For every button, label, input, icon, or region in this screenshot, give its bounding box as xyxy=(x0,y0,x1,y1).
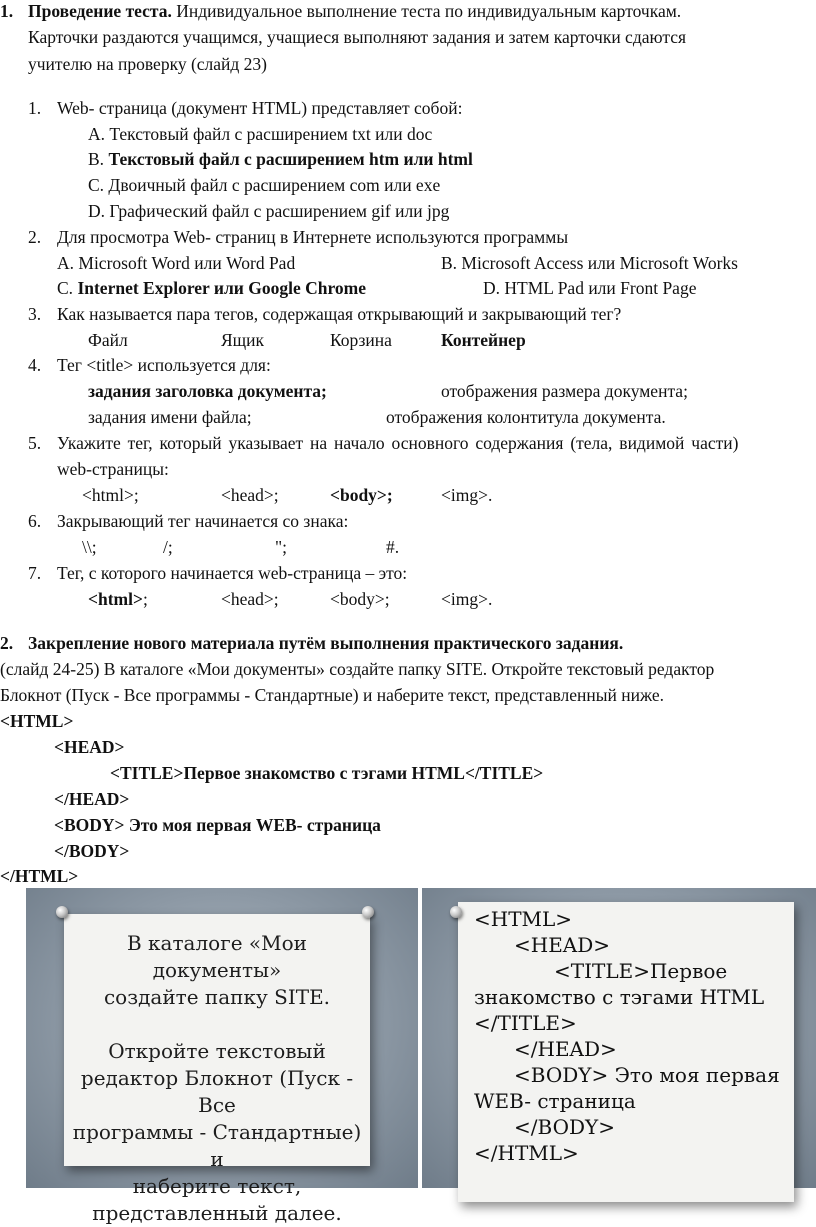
slide-24-note xyxy=(64,914,370,1225)
q2-text: Для просмотра Web- страниц в Интернете используются программы xyxy=(57,227,569,247)
slide-24-line4: редактор Блокнот (Пуск - Все xyxy=(80,1066,354,1117)
q2-option-b: B. Microsoft Access или Microsoft Works xyxy=(441,253,738,273)
q5-option-4: <img>. xyxy=(441,485,493,505)
section1-number: 1. xyxy=(0,1,14,21)
section2-number: 2. xyxy=(0,633,14,653)
slide-24-line3: Откройте текстовый xyxy=(108,1039,326,1063)
slide-25-line3 xyxy=(554,958,727,984)
slide-25-body-tag: <BODY> xyxy=(514,1063,609,1087)
slide-24-line2: создайте папку SITE. xyxy=(103,985,331,1009)
code-line-html-close: </HTML> xyxy=(0,866,79,886)
slide-24-spacer xyxy=(64,1011,370,1038)
q2-option-a: A. Microsoft Word или Word Pad xyxy=(57,253,296,273)
q4-option-4: отображения колонтитула документа. xyxy=(386,407,666,427)
q1-option-d: D. Графический файл с расширением gif или jpg xyxy=(88,201,450,221)
q1-number: 1. xyxy=(28,98,42,118)
q7-option-1-sep: ; xyxy=(142,589,148,609)
q3-text: Как называется пара тегов, содержащая открывающий и закрывающий тег? xyxy=(57,304,622,324)
q1-option-b xyxy=(88,149,473,170)
slide-25-note xyxy=(458,902,794,1202)
q1-option-c: C. Двоичный файл с расширением com или exe xyxy=(88,175,441,195)
q6-option-4: #. xyxy=(386,537,400,557)
section2-line1: (слайд 24-25) В каталоге «Мои документы» создайте папку SITE. Откройте текстовый редактор xyxy=(0,659,715,679)
q5-text: Укажите тег, который указывает на начало основного содержания (тела, видимой части) xyxy=(57,433,739,453)
q6-option-1: \\; xyxy=(82,537,97,557)
q4-option-3: задания имени файла; xyxy=(88,407,252,427)
q7-option-1-tag: <html> xyxy=(88,589,143,609)
q3-option-2: Ящик xyxy=(221,330,265,350)
pin-icon xyxy=(56,906,68,918)
q2-option-c-text: Internet Explorer или Google Chrome xyxy=(77,278,366,298)
code-line-body-close: </BODY> xyxy=(54,841,130,861)
section1-text: Индивидуальное выполнение теста по индивидуальным карточкам. xyxy=(171,1,682,21)
slide-25-image xyxy=(422,888,816,1188)
q3-option-1: Файл xyxy=(88,330,128,350)
slide-24-line7: представленный далее. xyxy=(92,1201,342,1225)
code-line-head-close: </HEAD> xyxy=(54,789,130,809)
q5-text-line2: web-страницы: xyxy=(57,459,169,479)
section1-line2: Карточки раздаются учащимся, учащиеся выполняют задания и затем карточки сдаются xyxy=(28,27,687,47)
q7-option-3: <body>; xyxy=(330,589,390,609)
q2-option-c-letter: C. xyxy=(57,278,78,298)
slide-25-line2: <HEAD> xyxy=(514,933,611,957)
section1-title: Проведение теста. xyxy=(28,1,172,21)
section2-line2: Блокнот (Пуск - Все программы - Стандартные) и наберите текст, представленный ниже. xyxy=(0,685,664,705)
q2-option-c xyxy=(57,278,366,299)
section1-line3: учителю на проверку (слайд 23) xyxy=(28,54,268,74)
slide-25-line1: <HTML> xyxy=(474,907,573,931)
q3-number: 3. xyxy=(28,304,42,324)
slide-25-line6: </HEAD> xyxy=(514,1037,617,1061)
q4-number: 4. xyxy=(28,355,42,375)
pin-icon xyxy=(450,906,462,918)
q1-option-b-text: Текстовый файл с расширением htm или html xyxy=(108,149,473,169)
q1-option-b-letter: B. xyxy=(88,149,109,169)
q6-text: Закрывающий тег начинается со знака: xyxy=(57,511,349,531)
q2-option-d: D. HTML Pad или Front Page xyxy=(483,278,697,298)
q6-option-2: /; xyxy=(163,537,173,557)
slide-25-line7 xyxy=(514,1062,780,1088)
slide-25-line4: знакомство с тэгами HTML xyxy=(474,985,765,1009)
slide-25-line10: </HTML> xyxy=(474,1141,579,1165)
q3-option-4: Контейнер xyxy=(441,330,526,350)
q2-number: 2. xyxy=(28,227,42,247)
q6-option-3: "; xyxy=(275,537,288,557)
slide-24-text xyxy=(64,914,370,1227)
q5-option-3: <body>; xyxy=(330,485,393,505)
slide-24-line6: наберите текст, xyxy=(132,1174,302,1198)
slide-25-line9: </BODY> xyxy=(514,1115,615,1139)
section2-title: Закрепление нового материала путём выполнения практического задания. xyxy=(28,633,624,653)
q7-option-2: <head>; xyxy=(221,589,279,609)
code-line-html-open: <HTML> xyxy=(0,711,74,731)
slide-24-image xyxy=(26,888,418,1225)
slide-25-line8: WEB- страница xyxy=(474,1089,636,1113)
q7-option-4: <img>. xyxy=(441,589,493,609)
q5-option-1: <html>; xyxy=(82,485,139,505)
q1-text: Web- страница (документ HTML) представляет собой: xyxy=(57,98,463,118)
slide-25-title-text: Первое xyxy=(649,959,728,983)
pin-icon xyxy=(362,906,374,918)
slide-25-line5: </TITLE> xyxy=(474,1011,577,1035)
q4-option-2: отображения размера документа; xyxy=(441,381,688,401)
slide-24-line1: В каталоге «Мои документы» xyxy=(127,931,307,982)
slide-25-body-text: Это моя первая xyxy=(608,1063,780,1087)
section1-line1 xyxy=(28,1,681,22)
q6-number: 6. xyxy=(28,511,42,531)
q7-text: Тег, с которого начинается web-страница – это: xyxy=(57,563,408,583)
slide-25-title-tag: <TITLE> xyxy=(554,959,650,983)
code-line-title: <TITLE>Первое знакомство с тэгами HTML</TITLE> xyxy=(110,763,544,783)
q5-option-2: <head>; xyxy=(221,485,279,505)
slide-24-line5: программы - Стандартные) и xyxy=(72,1120,362,1171)
q5-number: 5. xyxy=(28,433,42,453)
q7-option-1 xyxy=(88,589,148,610)
code-line-head-open: <HEAD> xyxy=(54,737,125,757)
q1-option-a: A. Текстовый файл с расширением txt или doc xyxy=(88,124,433,144)
q7-number: 7. xyxy=(28,563,42,583)
q4-option-1: задания заголовка документа; xyxy=(88,381,327,401)
q3-option-3: Корзина xyxy=(330,330,392,350)
q4-text: Тег <title> используется для: xyxy=(57,355,271,375)
code-line-body: <BODY> Это моя первая WEB- страница xyxy=(54,815,381,835)
